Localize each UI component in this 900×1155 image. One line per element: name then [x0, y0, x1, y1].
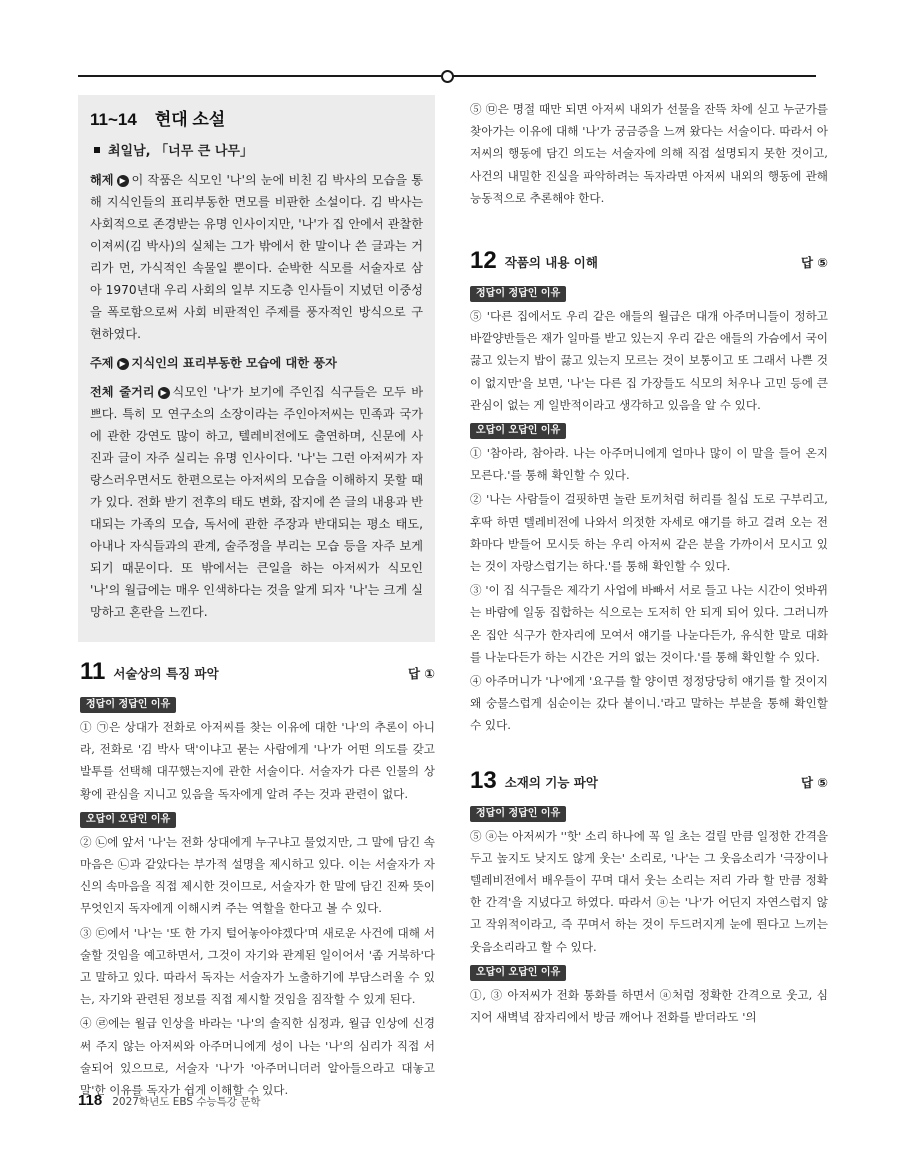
top-rule-dot: [441, 70, 454, 83]
wrong-explanation-1: ① '참아라, 참아라. 나는 아주머니에게 얼마나 많이 이 말을 들어 온지 모른다.'를 통해 확인할 수 있다.: [470, 446, 828, 483]
question-header: [470, 249, 828, 273]
arrow-right-icon: ▶: [117, 175, 129, 187]
left-column: [80, 95, 435, 1103]
work-title: [94, 140, 423, 159]
correct-reason-tag: 정답이 정답인 이유: [470, 806, 566, 822]
haeje-label: 해제: [90, 173, 114, 187]
question-answer: 답 ⑤: [800, 774, 828, 790]
question-12: [470, 249, 828, 737]
wrong-explanation-4: ④ 아주머니가 '나'에게 '요구를 할 양이면 정정당당히 얘기를 할 것이지 왜 숭물스럽게 심순이는 갔다 붙이니.'라고 말하는 부분을 통해 확인할 수 있다.: [470, 674, 828, 733]
question-title: 소재의 기능 파악: [504, 774, 598, 790]
section-title: 현대 소설: [154, 110, 226, 129]
haeje-text: 이 작품은 식모인 '나'의 눈에 비친 김 박사의 모습을 통해 지식인들의 표리부동한 면모를 비판한 소설이다. 김 박사는 사회적으로 존경받는 유명 인사이지만, '나'가 집 안에서 관찰한 이져씨(김 박사)의 실체는 그가 밖에서 한 말이나 쓴 글과는 거리가 먼, 가식적인 속물일 뿐이다. 순박한 식모를 서술자로 삼아 1970년대 우리 사회의 일부 지도층 인사들이 지녔던 이중성을 폭로함으로써 사회 비판적인 주제를 풍자적인 방식으로 구현하였다.: [90, 173, 423, 341]
plot-paragraph: [90, 381, 423, 623]
wrong-reason-tag: 오답이 오답인 이유: [470, 965, 566, 981]
wrong-explanation-2: ② '나는 사람들이 걸핏하면 놀란 토끼처럼 허리를 칠십 도로 구부리고, 후딱 하면 텔레비전에 나와서 의젓한 자세로 얘기를 하고 걸려 오는 전화마다 받들어 모시듯 하는 우리 아저씨 같은 분을 가까이서 모시고 있는 것이 자랑스럽기는 하다.'를 통해 확인할 수 있다.: [470, 492, 828, 574]
wrong-explanation-4: ④ ㉣에는 월급 인상을 바라는 '나'의 솔직한 심정과, 월급 인상에 신경 써 주지 않는 아저씨와 아주머니에게 성이 나는 '나'의 심리가 직접 서술되어 있으므로, 서술자 '나'가 '아주머니더러 알아들으라고 대놓고 말'한 이유를 독자가 쉽게 이해할 수 있다.: [80, 1016, 435, 1098]
correct-explanation: ① ㉠은 상대가 전화로 아저씨를 찾는 이유에 대한 '나'의 추론이 아니라, 전화로 '김 박사 댁'이냐고 묻는 사람에게 '나'가 어떤 의도를 갖고 발투를 선택해 대꾸했는지에 관한 서술이다. 서술자가 다른 인물의 상황에 관심을 지니고 있음을 독자에게 알려 주는 것과 관련이 없다.: [80, 720, 435, 801]
correct-reason-tag: 정답이 정답인 이유: [80, 697, 176, 713]
correct-explanation: ⑤ ⓐ는 아저씨가 ''핫' 소리 하나에 꼭 일 초는 걸릴 만큼 일정한 간격을 두고 높지도 낮지도 않게 웃는' 소리로, '나'는 그 웃음소리가 '극장이나 텔레비전에서 배우들이 꾸며 대서 웃는 소리는 저리 가라 할 만큼 정확한 간격'을 지녔다고 하였다. 따라서 ⓐ는 '나'가 어딘지 자연스럽지 않고 작위적이라고, 즉 꾸며서 하는 것이 두드러지게 눈에 띈다고 느끼는 웃음소리라고 할 수 있다.: [470, 828, 828, 954]
question-number: 13: [470, 766, 497, 794]
arrow-right-icon: ▶: [158, 387, 170, 399]
explanation-box: [78, 95, 435, 642]
section-header: [90, 105, 423, 130]
question-answer: 답 ⑤: [800, 255, 828, 271]
work-title-text: 최일남, 「너무 큰 나무」: [108, 144, 253, 159]
page-number: 118: [78, 1092, 103, 1109]
question-title: 서술상의 특징 파악: [113, 666, 219, 681]
section-number: 11~14: [90, 110, 137, 129]
haeje-paragraph: [90, 169, 423, 345]
question-11: [80, 660, 435, 1101]
question-header: [470, 766, 828, 794]
wrong-reason-tag: 오답이 오답인 이유: [80, 812, 176, 828]
book-title: 2027학년도 EBS 수능특강 문학: [112, 1096, 261, 1108]
right-column: [470, 95, 828, 1030]
wrong-explanation-5: ⑤ ㉤은 명절 때만 되면 아저씨 내외가 선물을 잔뜩 차에 싣고 누군가를 찾아가는 이유에 대해 '나'가 궁금증을 느껴 왔다는 서술이다. 따라서 아저씨의 행동에 담긴 의도는 서술자에 의해 직접 설명되지 못한 것이고, 사건의 내밀한 진실을 파악하려는 독자라면 아저씨 내외의 행동에 관해 능동적으로 추론해야 한다.: [470, 102, 828, 205]
wrong-reason-tag: 오답이 오답인 이유: [470, 423, 566, 439]
question-header: [80, 660, 435, 684]
question-number: 11: [80, 658, 106, 685]
wrong-explanation-2: ② ㉡에 앞서 '나'는 전화 상대에게 누구냐고 물었지만, 그 말에 담긴 속마음은 ㉡과 같았다는 부가적 설명을 제시하고 있다. 이는 서술자가 자신의 속마음을 직접 제시한 것이므로, 서술자가 한 말에 담긴 진짜 뜻이 무엇인지 독자에게 이해시켜 주는 역할을 한다고 볼 수 있다.: [80, 834, 435, 916]
question-answer: 답 ①: [407, 666, 435, 681]
theme-text: 지식인의 표리부동한 모습에 대한 풍자: [131, 356, 337, 370]
page-footer: [78, 1092, 261, 1109]
wrong-explanation-3: ③ '이 집 식구들은 제각기 사업에 바빠서 서로 들고 나는 시간이 엇바뀌는 바람에 일동 집합하는 식으로는 도저히 안 되게 되어 있다. 그러니까 온 집안 식구가 한자리에 모여서 얘기를 나눈다든가, 유식한 말로 대화를 나눈다든가 하는 시간은 거의 없는 것이다.'를 통해 확인할 수 있다.: [470, 583, 828, 664]
question-number: 12: [470, 247, 497, 275]
plot-text: 식모인 '나'가 보기에 주인집 식구들은 모두 바쁘다. 특히 모 연구소의 소장이라는 주인아저씨는 민족과 국가에 관한 강연도 많이 하고, 텔레비전에도 출연하며, 신문에 사진과 글이 자주 실리는 유명 인사이다. '나'는 그런 아저씨가 자랑스러우면서도 한편으로는 아저씨의 모습을 이해하지 못할 때가 있다. 전화 받기 전후의 태도 변화, 잡지에 쓴 글의 내용과 반대되는 가족의 모습, 독서에 관한 주장과 반대되는 평소 태도, 아내나 자식들과의 관계, 술주정을 부리는 모습 등을 자주 보게 되기 때문이다. 또 밖에서는 큰일을 하는 아저씨가 식모인 '나'의 월급에는 매우 인색하다는 것을 알게 되자 '나'는 크게 실망하고 혼란을 느낀다.: [90, 385, 423, 619]
correct-reason-tag: 정답이 정답인 이유: [470, 286, 566, 302]
square-bullet-icon: [94, 147, 100, 153]
theme-label: 주제: [90, 356, 114, 370]
wrong-explanation-3: ③ ㉢에서 '나'는 '또 한 가지 털어놓아야겠다'며 새로운 사건에 대해 서술할 것임을 예고하면서, 그것이 자기와 관계된 일이어서 '좀 거북하'다고 말하고 있다. 따라서 독자는 서술자가 노출하기에 부담스러울 수 있는, 자기와 관련된 정보를 직접 제시할 것임을 짐작할 수 있게 된다.: [80, 925, 435, 1007]
question-title: 작품의 내용 이해: [504, 255, 598, 271]
correct-explanation: ⑤ '다른 집에서도 우리 같은 애들의 월급은 대개 아주머니들이 정하고 바깥양반들은 재가 일마를 받고 있는지 우리 같은 애들의 가슴에서 국이 끓고 있는지 밥이 끓고 있는지 모르는 것이 보통이고 또 그래서 나쁜 것이 없지만'을 보면, '나'는 다른 집 가장들도 식모의 처우나 고민 등에 큰 관심이 없는 게 일반적이라고 생각하고 있음을 알 수 있다.: [470, 309, 828, 412]
theme-paragraph: [90, 352, 423, 374]
arrow-right-icon: ▶: [117, 358, 129, 370]
wrong-explanation-1: ①, ③ 아저씨가 전화 통화를 하면서 ⓐ처럼 정확한 간격으로 웃고, 심지어 새벽녘 잠자리에서 방금 깨어나 전화를 받더라도 '의: [470, 987, 828, 1025]
plot-label: 전체 줄거리: [90, 385, 155, 399]
question-13: [470, 766, 828, 1029]
